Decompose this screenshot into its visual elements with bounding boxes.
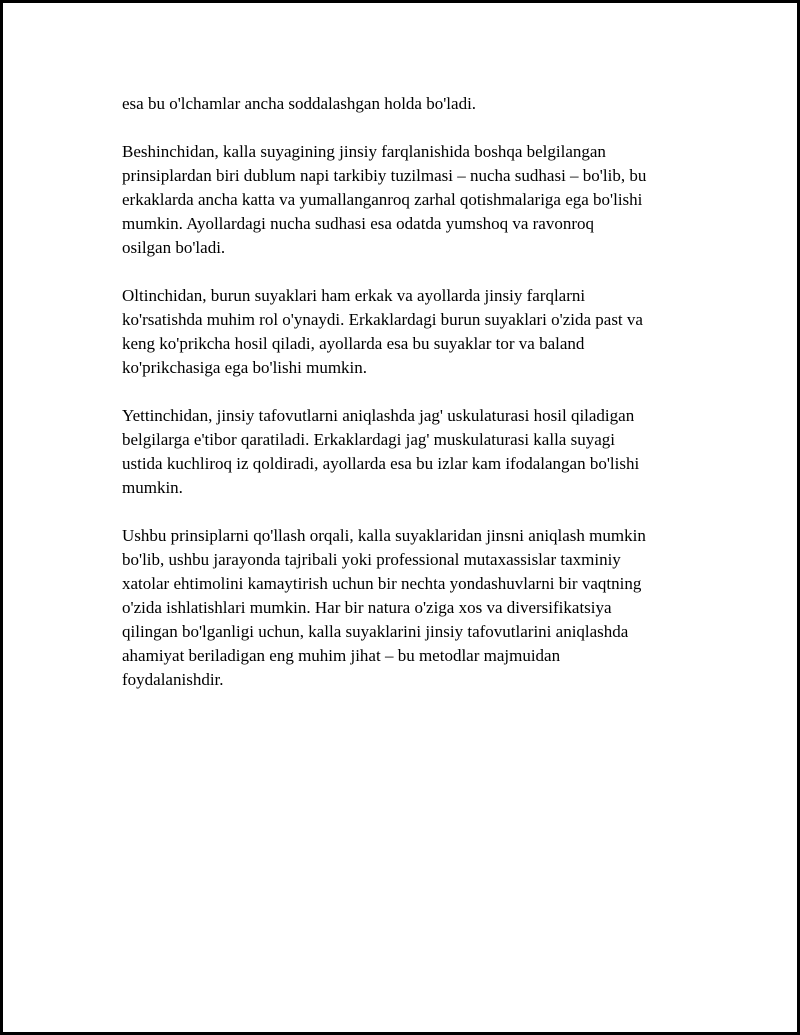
text-line: Oltinchidan, burun suyaklari ham erkak va ayollarda jinsiy farqlarni xyxy=(122,286,586,305)
document-body xyxy=(122,92,702,716)
text-line: esa bu o'lchamlar ancha soddalashgan holda bo'ladi. xyxy=(122,94,477,113)
text-line: Ushbu prinsiplarni qo'llash orqali, kalla suyaklaridan jinsni aniqlash mumkin xyxy=(122,526,646,545)
paragraph-1 xyxy=(122,92,702,116)
text-line: o'zida ishlatishlari mumkin. Har bir natura o'ziga xos va diversifikatsiya xyxy=(122,598,612,617)
text-line: Beshinchidan, kalla suyagining jinsiy farqlanishida boshqa belgilangan xyxy=(122,142,606,161)
paragraph-4 xyxy=(122,404,702,500)
text-line: foydalanishdir. xyxy=(122,670,224,689)
text-line: ko'prikchasiga ega bo'lishi mumkin. xyxy=(122,358,368,377)
paragraph-3 xyxy=(122,284,702,380)
text-line: Yettinchidan, jinsiy tafovutlarni aniqlashda jag' uskulaturasi hosil qiladigan xyxy=(122,406,635,425)
text-line: osilgan bo'ladi. xyxy=(122,238,226,257)
text-line: xatolar ehtimolini kamaytirish uchun bir nechta yondashuvlarni bir vaqtning xyxy=(122,574,642,593)
text-line: prinsiplardan biri dublum napi tarkibiy tuzilmasi – nucha sudhasi – bo'lib, bu xyxy=(122,166,647,185)
text-line: ahamiyat beriladigan eng muhim jihat – bu metodlar majmuidan xyxy=(122,646,561,665)
text-line: keng ko'prikcha hosil qiladi, ayollarda esa bu suyaklar tor va baland xyxy=(122,334,585,353)
text-line: bo'lib, ushbu jarayonda tajribali yoki professional mutaxassislar taxminiy xyxy=(122,550,621,569)
text-line: ko'rsatishda muhim rol o'ynaydi. Erkaklardagi burun suyaklari o'zida past va xyxy=(122,310,643,329)
paragraph-5 xyxy=(122,524,702,692)
text-line: belgilarga e'tibor qaratiladi. Erkaklardagi jag' muskulaturasi kalla suyagi xyxy=(122,430,615,449)
paragraph-2 xyxy=(122,140,702,260)
text-line: mumkin. xyxy=(122,478,183,497)
text-line: ustida kuchliroq iz qoldiradi, ayollarda esa bu izlar kam ifodalangan bo'lishi xyxy=(122,454,640,473)
text-line: erkaklarda ancha katta va yumallanganroq zarhal qotishmalariga ega bo'lishi xyxy=(122,190,643,209)
text-line: mumkin. Ayollardagi nucha sudhasi esa odatda yumshoq va ravonroq xyxy=(122,214,594,233)
text-line: qilingan bo'lganligi uchun, kalla suyaklarini jinsiy tafovutlarini aniqlashda xyxy=(122,622,629,641)
